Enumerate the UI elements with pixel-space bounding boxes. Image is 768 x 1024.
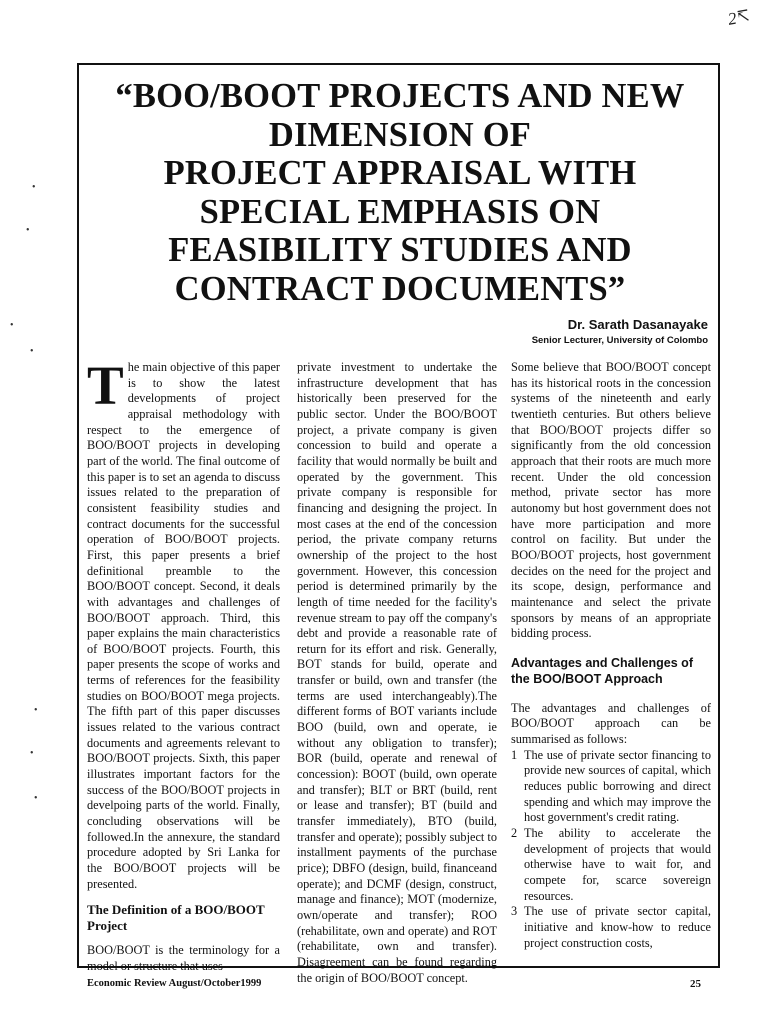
intro-paragraph	[87, 355, 280, 892]
list-number: 2	[511, 826, 518, 841]
list-item	[511, 748, 711, 826]
intro-text: he main objective of this paper is to show the latest developments of project appraisal methodology with respect to the emergence of BOO/BOOT projects in developing part of the world. The final outcome of this paper is to set an agenda to discuss issues related to the preparation of consistent feasibility studies and contract documents for the successful operation of BOO/BOOT projects. First, this paper presents a brief definitional preamble to the BOO/BOOT concept. Second, it deals with advantages and challenges of BOO/BOOT approach. Third, this paper explains the main characteristics of BOO/BOOT projects. Fourth, this paper presents the scope of works and terms of references for the feasibility studies on BOO/BOOT mega projects. The fifth part of this paper discusses issues related to the various contract documents and agreements relevant to BOO/BOOT projects. Sixth, this paper illustrates important factors for the success of the BOO/BOOT projects in develpoing parts of the world. Finally, concluding observations will be followed.In the annexure, the standard procedure adopted by Sri Lanka for the BOO/BOOT projects will be presented.	[87, 360, 280, 891]
page-number: 25	[690, 978, 701, 990]
margin-speck: •	[10, 320, 14, 331]
title-line: PROJECT APPRAISAL WITH	[163, 154, 637, 192]
margin-speck: •	[26, 225, 30, 236]
author-name: Dr. Sarath Dasanayake	[567, 317, 708, 332]
origin-paragraph: Some believe that BOO/BOOT concept has its historical roots in the concession systems of the nineteenth and early twentieth centuries. But others believe that BOO/BOOT projects differ so significantly from the old concession approach that their roots are much more recent. Under the old concession method, private sector has more autonomy but host government does not have more participation and more control on facility. But under the BOO/BOOT projects, host government decides on the need for the project and its scope, design, performance and maintenance and select the private sponsors by means of an appropriate bidding process.	[511, 360, 711, 641]
list-number: 3	[511, 904, 518, 919]
handwritten-page-mark: 2↸	[726, 6, 753, 29]
list-number: 1	[511, 747, 518, 762]
list-item	[511, 826, 711, 904]
advantages-list	[511, 748, 711, 952]
advantages-intro: The advantages and challenges of BOO/BOOT approach can be summarised as follows:	[511, 700, 711, 747]
definition-paragraph: BOO/BOOT is the terminology for a model or structure that uses	[87, 943, 280, 973]
margin-speck: •	[30, 748, 34, 759]
margin-speck: •	[34, 705, 38, 716]
list-item	[511, 904, 711, 951]
title-line: CONTRACT DOCUMENTS”	[174, 269, 626, 308]
margin-speck: •	[30, 346, 34, 357]
article-title	[84, 77, 716, 308]
title-line: DIMENSION OF	[268, 115, 532, 154]
section-heading-advantages: Advantages and Challenges of the BOO/BOOT Approach	[511, 655, 693, 686]
list-text: The use of private sector capital, initiative and know-how to reduce project construction costs,	[524, 904, 711, 950]
margin-speck: •	[32, 182, 36, 193]
journal-footer: Economic Review August/October1999	[87, 978, 262, 989]
title-line: “BOO/BOOT PROJECTS AND NEW	[115, 77, 685, 115]
section-heading-definition: The Definition of a BOO/BOOT Project	[87, 902, 265, 934]
column-3	[511, 360, 711, 951]
list-text: The use of private sector financing to provide new sources of capital, which reduces public borrowing and direct spending and which may improve the host government's credit rating.	[524, 747, 711, 825]
title-line: FEASIBILITY STUDIES AND	[168, 231, 632, 269]
margin-speck: •	[34, 793, 38, 804]
list-text: The ability to accelerate the development of projects that would otherwise have to wait for, and compete for, scarce sovereign resources.	[524, 826, 711, 903]
column-1	[87, 355, 280, 975]
column-2	[297, 360, 497, 986]
author-affiliation: Senior Lecturer, University of Colombo	[531, 335, 708, 346]
column-2-text: private investment to undertake the infrastructure development that has historically been preserved for the public sector. Under the BOO/BOOT project, a private company is given concession to build and operate a facility that would normally be built and operated by the government. This private company is responsible for financing and designing the project. In most cases at the end of the concession period, the private company returns ownership of the project to the host government. However, this concession period is determined primarily by the length of time needed for the facility's revenue stream to pay off the company's debt and provide a reasonable rate of return for its effort and risk. Generally, BOT stands for build, operate and transfer or build, own and transfer (the terms are used interchangeably).The different forms of BOT variants include BOO (build, own and operate, ie without any obligation to transfer); BOR (build, operate and renewal of concession): BOOT (build, own operate and transfer); BLT or BRT (build, rent or lease and transfer); BT (build and transfer immediately), BTO (build, transfer and operate); possibly subject to installment payments of the purchase price); DBFO (design, build, financeand operate); and DCMF (design, construct, manage and finance); MOT (modernize, own/operate and transfer); ROO (rehabilitate, own and operate) and ROT (rehabilitate, own and transfer). Disagreement can be found regarding the origin of BOO/BOOT concept.	[297, 360, 497, 985]
title-line: SPECIAL EMPHASIS ON	[199, 192, 601, 231]
drop-cap: T	[87, 355, 124, 416]
